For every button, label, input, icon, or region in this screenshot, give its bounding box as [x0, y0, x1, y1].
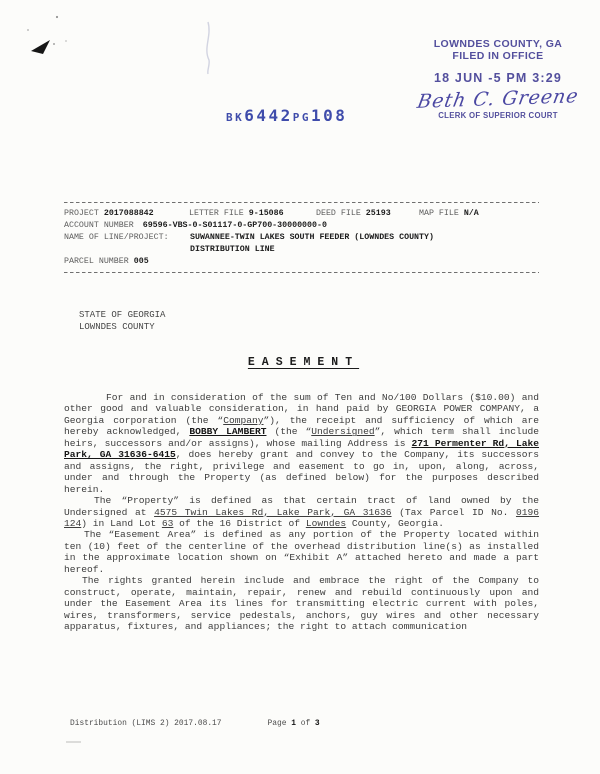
page-label: PG — [292, 111, 312, 124]
dashed-divider-top — [64, 202, 539, 203]
project-info-block — [64, 198, 539, 278]
easement-area-paragraph: The “Easement Area” is defined as any portion of the Property located within ten (10) feet of the centerline of the overhead distribution line(s) as installed in the approximate location shown on “Exhibit A” attached hereto and made a part hereof. — [64, 529, 539, 575]
dashed-divider-bottom — [64, 272, 539, 273]
consideration-paragraph: For and in consideration of the sum of Ten and No/100 Dollars ($10.00) and other good and valuable consideration, in hand paid by GEORGIA POWER COMPANY, a Georgia corporation (the “Company”), the receipt and sufficiency of which are hereby acknowledged, BOBBY LAMBERT (the “Undersigned”, which term shall include heirs, successors and/or assigns), whose mailing Address is 271 Permenter Rd, Lake Park, GA 31636-6415, does hereby grant and convey to the Company, its successors and assigns, the right, privilege and easement to go in, upon, along, across, under and through the Property (as defined below) for the purposes described herein. — [64, 392, 540, 495]
footer-form-id: Distribution (LIMS 2) 2017.08.17 — [70, 719, 222, 728]
line-project-row: NAME OF LINE/PROJECT: SUWANNEE-TWIN LAKES SOUTH FEEDER (LOWNDES COUNTY) DISTRIBUTION LINE — [64, 232, 434, 254]
book-number: 6442 — [244, 106, 293, 125]
faint-pen-squiggle — [207, 22, 209, 74]
page-number: 108 — [311, 106, 348, 125]
clerk-title: CLERK OF SUPERIOR COURT — [438, 111, 558, 120]
line-project-value: SUWANNEE-TWIN LAKES SOUTH FEEDER (LOWNDES COUNTY) DISTRIBUTION LINE — [190, 232, 434, 254]
state-line: STATE OF GEORGIA — [79, 310, 166, 320]
project-row — [64, 208, 539, 220]
document-body — [64, 392, 539, 633]
jurisdiction-block — [79, 309, 165, 333]
book-page-stamp — [226, 106, 347, 125]
stamp-county-line: LOWNDES COUNTY, GA — [433, 38, 563, 50]
document-footer — [70, 719, 320, 728]
deed-file-cell: DEED FILE 25193 — [316, 209, 391, 218]
filed-in-office-stamp — [404, 38, 592, 120]
footer-page-indicator: Page 1 of 3 — [267, 719, 320, 728]
account-number-row: ACCOUNT NUMBER 69596-VBS-0-S01117-0-GP700-30000000-0 — [64, 220, 327, 230]
county-line: LOWNDES COUNTY — [79, 322, 155, 332]
rights-granted-paragraph: The rights granted herein include and embrace the right of the Company to construct, operate, maintain, repair, renew and rebuild continuously upon and under the Easement Area its lines for transmitting electric current with poles, wires, transformers, service pedestals, anchors, guy wires and other necessary apparatus, fixtures, and appliances; the right to attach communication — [64, 575, 539, 633]
map-file-cell: MAP FILE N/A — [419, 209, 479, 218]
stamp-datetime: 18 JUN -5 PM 3:29 — [433, 71, 563, 85]
document-title: EASEMENT — [247, 356, 360, 369]
parcel-number-row: PARCEL NUMBER 005 — [64, 256, 149, 266]
property-definition-paragraph: The “Property” is defined as that certain tract of land owned by the Undersigned at 4575 Twin Lakes Rd, Lake Park, GA 31636 (Tax Parcel ID No. 0196 124) in Land Lot 63 of the 16 District of Lowndes County, Georgia. — [64, 495, 539, 529]
footer-smudge — [66, 741, 81, 743]
scan-arrow-mark — [31, 40, 50, 54]
book-label: BK — [226, 111, 245, 124]
clerk-signature: Beth C. Greene — [415, 85, 581, 113]
letter-file-cell: LETTER FILE 9-15086 — [189, 209, 284, 218]
project-cell: PROJECT 2017088842 — [64, 209, 154, 218]
stamp-filed-line: FILED IN OFFICE — [452, 50, 544, 62]
